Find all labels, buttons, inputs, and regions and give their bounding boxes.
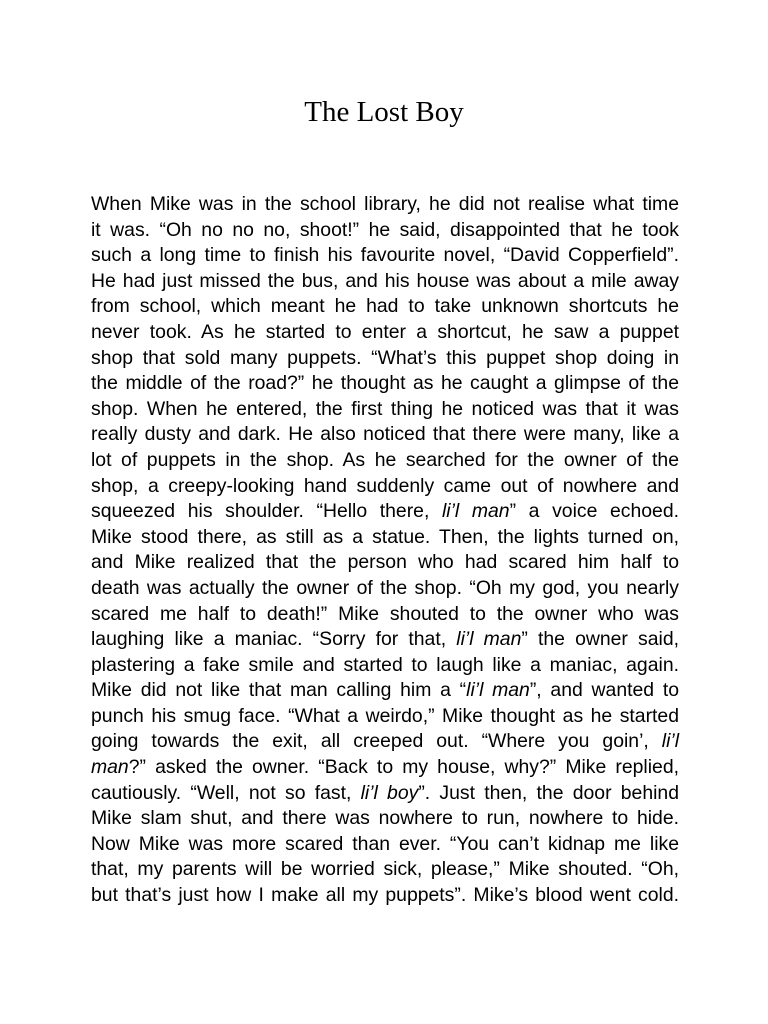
text-segment: death was actually the owner of the shop. “Oh my god, you nearly: [91, 576, 679, 599]
text-segment: such a long time to finish his favourite novel, “David Copperfield”.: [91, 244, 679, 267]
text-segment: Now Mike was more scared than ever. “You can’t kidnap me like: [91, 832, 679, 855]
text-line: [91, 422, 679, 448]
text-segment: the middle of the road?” he thought as he caught a glimpse of the: [91, 372, 679, 395]
text-segment: ?” asked the owner. “Back to my house, why?” Mike replied,: [128, 756, 679, 779]
text-line: [91, 269, 679, 295]
text-segment: ”, and wanted to: [529, 679, 679, 702]
text-segment: laughing like a maniac. “Sorry for that,: [91, 628, 457, 651]
text-line: [91, 448, 679, 474]
text-line: [91, 499, 679, 525]
text-segment: shop, a creepy-looking hand suddenly came out of nowhere and: [91, 474, 679, 497]
page-title: The Lost Boy: [304, 96, 464, 128]
italic-text-segment: li’l man: [441, 500, 510, 523]
italic-text-segment: li’l man: [456, 628, 522, 651]
text-segment: Mike did not like that man calling him a “: [91, 679, 467, 702]
text-segment: and Mike realized that the person who had scared him half to: [91, 551, 679, 574]
italic-text-segment: li’l man: [466, 679, 530, 702]
italic-text-segment: man: [91, 756, 129, 779]
text-line: [91, 218, 679, 244]
text-segment: it was. “Oh no no no, shoot!” he said, disappointed that he took: [91, 218, 679, 241]
text-line: [91, 857, 679, 883]
text-segment: ”. Just then, the door behind: [418, 781, 679, 804]
text-line: [91, 371, 679, 397]
text-line: [91, 729, 679, 755]
text-segment: lot of puppets in the shop. As he searched for the owner of the: [91, 448, 679, 471]
text-line: [91, 397, 679, 423]
text-line: [91, 576, 679, 602]
text-segment: When Mike was in the school library, he did not realise what time: [91, 193, 679, 215]
text-line: [91, 550, 679, 576]
text-segment: punch his smug face. “What a weirdo,” Mike thought as he started: [91, 704, 679, 727]
text-segment: from school, which meant he had to take unknown shortcuts he: [91, 295, 679, 318]
text-line: [91, 474, 679, 500]
text-line: [91, 832, 679, 858]
text-line: [91, 704, 679, 730]
text-segment: but that’s just how I make all my puppets”. Mike’s blood went cold.: [91, 884, 679, 907]
text-segment: shop that sold many puppets. “What’s this puppet shop doing in: [91, 346, 679, 369]
text-segment: He had just missed the bus, and his house was about a mile away: [91, 269, 679, 292]
text-segment: Mike stood there, as still as a statue. Then, the lights turned on,: [91, 525, 679, 548]
text-segment: that, my parents will be worried sick, please,” Mike shouted. “Oh,: [91, 858, 679, 881]
text-line: [91, 653, 679, 679]
text-line: [91, 602, 679, 628]
text-segment: ” a voice echoed.: [509, 500, 679, 523]
text-segment: really dusty and dark. He also noticed that there were many, like a: [91, 423, 679, 446]
text-segment: Mike slam shut, and there was nowhere to run, nowhere to hide.: [91, 807, 679, 830]
text-segment: ” the owner said,: [521, 628, 679, 651]
text-line: [91, 806, 679, 832]
text-line: [91, 678, 679, 704]
text-line: [91, 525, 679, 551]
story-paragraph: [91, 192, 679, 909]
text-line: [91, 883, 679, 909]
text-segment: cautiously. “Well, not so fast,: [91, 781, 361, 804]
text-segment: scared me half to death!” Mike shouted to the owner who was: [91, 602, 679, 625]
text-segment: plastering a fake smile and started to laugh like a maniac, again.: [91, 653, 679, 676]
text-line: [91, 192, 679, 218]
text-segment: squeezed his shoulder. “Hello there,: [91, 500, 442, 523]
text-line: [91, 627, 679, 653]
italic-text-segment: li’l: [661, 730, 679, 753]
italic-text-segment: li’l boy: [360, 781, 419, 804]
text-line: [91, 346, 679, 372]
text-segment: going towards the exit, all creeped out. “Where you goin’,: [91, 730, 662, 753]
text-line: [91, 781, 679, 807]
text-line: [91, 243, 679, 269]
text-line: [91, 755, 679, 781]
text-line: [91, 294, 679, 320]
text-line: [91, 320, 679, 346]
text-segment: never took. As he started to enter a shortcut, he saw a puppet: [91, 320, 679, 343]
text-segment: shop. When he entered, the first thing he noticed was that it was: [91, 397, 679, 420]
